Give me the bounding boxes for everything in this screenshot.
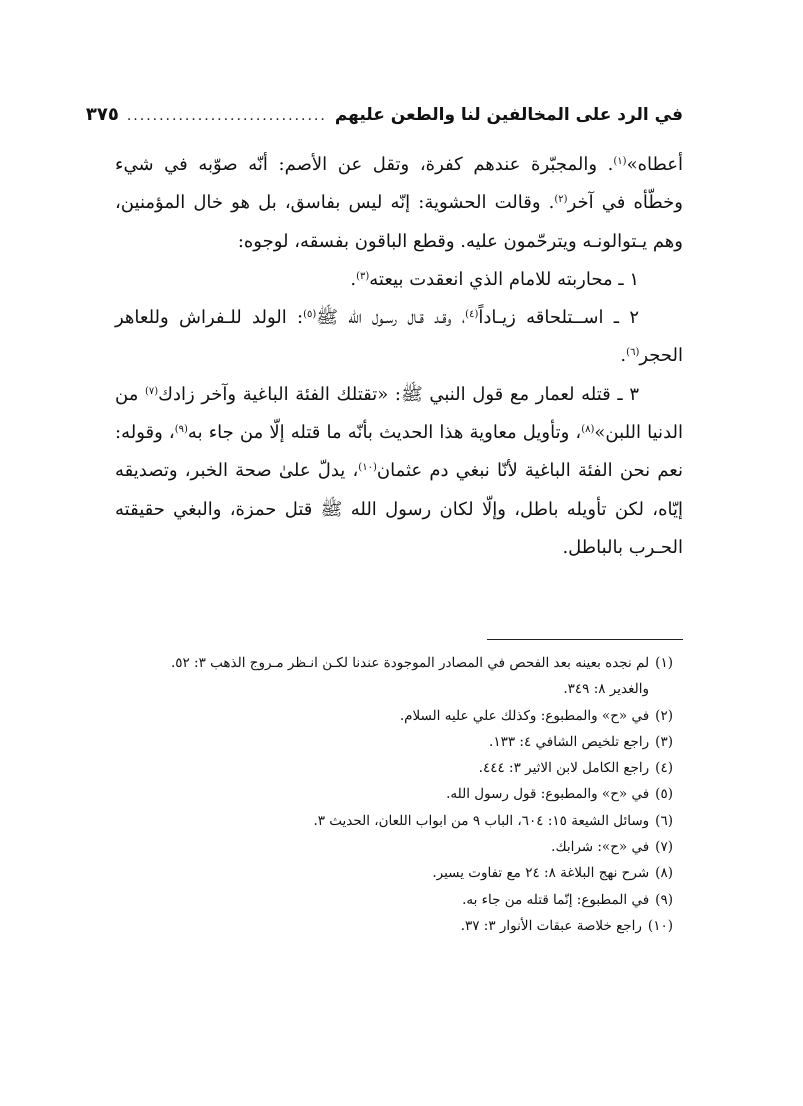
- footnote-text: شرح نهج البلاغة ٨: ٢٤ مع تفاوت يسير.: [432, 865, 650, 882]
- text-run: أعطاه»: [626, 154, 683, 175]
- footnote-item: [110, 781, 683, 807]
- paragraph-intro: [115, 146, 683, 261]
- footnote-item: [110, 913, 683, 939]
- footnote-marker: (٢): [554, 194, 568, 206]
- footnote-number: (٨): [655, 865, 673, 882]
- footnote-number: (١): [655, 655, 673, 671]
- footnote-marker: (٣): [356, 270, 370, 282]
- footnote-marker: (٧): [144, 385, 159, 397]
- footnote-text: راجع الكامل لابن الاثير ٣: ٤٤٤.: [478, 760, 650, 777]
- footnote-item: [110, 729, 683, 755]
- footnote-text: وسائل الشيعة ١٥: ٦٠٤، الباب ٩ من ابواب اللعان، الحديث ٣.: [313, 812, 650, 829]
- footnote-number: (٤): [655, 760, 673, 777]
- footnote-text: في «ح» والمطبوع: قول رسول الله.: [446, 786, 650, 803]
- text-run: من الدنيا اللبن»: [115, 383, 683, 444]
- footnote-marker: (٥): [303, 309, 317, 321]
- footnote-number: (٧): [655, 839, 673, 856]
- main-text: [115, 146, 683, 567]
- text-run: .: [620, 345, 627, 367]
- footnote-item: [110, 860, 683, 886]
- footnote-separator: [487, 639, 683, 640]
- footnote-text: لم نجده بعينه بعد الفحص في المصادر الموجودة عندنا لكـن انـظر مـروج الذهب ٣: ٥٢.: [170, 655, 650, 671]
- footnote-marker: (٩): [174, 424, 188, 436]
- footnote-item: [110, 755, 683, 781]
- footnote-text: راجع خلاصة عبقات الأنوار ٣: ٣٧.: [460, 917, 642, 934]
- footnote-text: في «ح»: شرابك.: [551, 839, 650, 856]
- paragraph-point-2: [115, 299, 683, 376]
- footnote-continuation: والغدير ٨: ٣٤٩.: [563, 681, 649, 698]
- footnote-marker: (٦): [626, 347, 640, 359]
- text-run: ، وتأويل معاوية هذا الحديث بأنّه ما قتله إلّا من جاء به: [187, 422, 582, 444]
- text-run: ، يدلّ علىٰ صحة الخبر، وتصديقه إيّاه، لكن تأويله باطل، وإلّا لكان رسول الله ﷺ قتل حمزة، والبغي حقيقته الحـرب بالباطل.: [115, 460, 683, 558]
- footnote-item: [110, 887, 683, 913]
- text-run: ١ ـ محاربته للامام الذي انعقدت بيعته: [369, 268, 639, 290]
- text-run: : الولد للـفراش وللعاهر الحجر: [115, 307, 683, 367]
- text-run: .: [350, 268, 357, 290]
- footnote-number: (٣): [655, 733, 673, 750]
- paragraph-point-3: [115, 376, 683, 567]
- footnote-text: في المطبوع: إنّما قتله من جاء به.: [462, 891, 650, 908]
- footnote-marker: (٨): [581, 424, 595, 436]
- text-run: ، وقوله: نعم نحن الفئة الباغية لأنّا نبغي دم عثمان: [115, 422, 683, 482]
- footnotes: [110, 650, 683, 939]
- footnote-item: [110, 834, 683, 860]
- footnote-number: (٩): [655, 891, 673, 908]
- footnote-marker: (٤): [465, 309, 479, 321]
- footnote-marker: (١٠): [358, 462, 377, 474]
- text-run: ٢ ـ اســتلحاقه زيـاداً: [478, 307, 639, 329]
- page-number: ٣٧٥: [85, 104, 119, 125]
- footnote-number: (٢): [655, 707, 673, 724]
- paragraph-point-1: [115, 261, 683, 299]
- footnote-item: [110, 703, 683, 729]
- footnote-text: في «ح» والمطبوع: وكذلك علي عليه السلام.: [399, 707, 650, 724]
- footnote-item: [110, 650, 683, 676]
- header-dot-leader: ...............................: [126, 108, 327, 124]
- text-run: ٣ ـ قتله لعمار مع قول النبي ﷺ: «تقتلك الفئة الباغية وآخر زادك: [158, 383, 639, 405]
- footnote-number: (١٠): [647, 917, 673, 934]
- footnote-item: [110, 808, 683, 834]
- running-header: [85, 104, 683, 138]
- footnote-number: (٥): [655, 786, 673, 803]
- footnote-text: راجع تلخيص الشافي ٤: ١٣٣.: [489, 733, 650, 750]
- text-run: . وقالت الحشوية: إنّه ليس بفاسق، بل هو خال المؤمنين، وهم يـتوالونـه ويترحّمون عليه. وقطع الباقون بفسقه، لوجوه:: [115, 192, 683, 252]
- text-run: ، وقـد قـال رسـول الله ﷺ: [316, 307, 466, 329]
- text-run: . والمجبّرة عندهم كفرة، وتقل عن الأصم: أنّه صوّبه في شيء وخطّأه في آخر: [115, 154, 683, 214]
- footnote-number: (٦): [655, 812, 673, 829]
- footnote-marker: (١): [613, 156, 627, 167]
- running-title: في الرد على المخالفين لنا والطعن عليهم: [334, 105, 683, 125]
